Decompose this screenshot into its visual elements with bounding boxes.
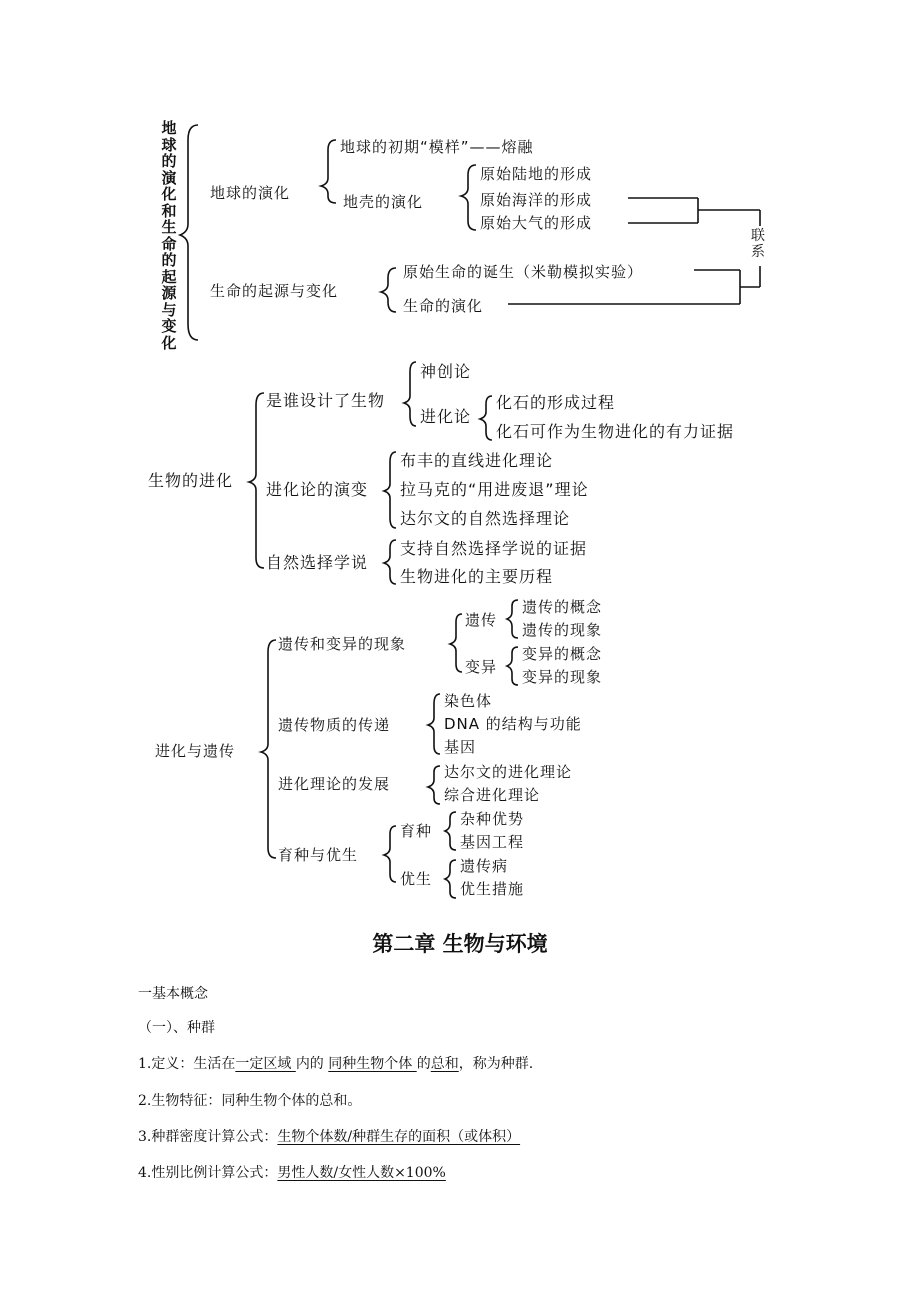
node-phenomena: 遗传和变异的现象	[278, 635, 407, 653]
node-ocean: 原始海洋的形成	[480, 191, 593, 209]
node-genetic-eng: 基因工程	[460, 833, 525, 851]
sex-ratio-formula: 男性人数/女性人数×100%	[277, 1165, 446, 1181]
brace-natural-selection	[384, 540, 396, 584]
brace-root-2	[249, 393, 264, 568]
node-theory-change: 进化论的演变	[266, 480, 369, 499]
node-heredity: 遗传	[465, 611, 498, 629]
definition-total: 总和	[430, 1056, 459, 1072]
node-hybrid: 杂种优势	[460, 810, 525, 828]
node-lamarck: 拉马克的“用进废退”理论	[400, 480, 589, 499]
definition-line	[138, 1055, 533, 1073]
brace-variation	[507, 647, 518, 685]
definition-mid: 内的	[295, 1056, 329, 1072]
diagram2-root: 生物的进化	[148, 471, 234, 490]
sex-ratio-prefix: 4.性别比例计算公式：	[138, 1165, 278, 1181]
brace-theory-change	[384, 452, 396, 528]
node-heredity-concept: 遗传的概念	[522, 598, 603, 616]
definition-sep: 的	[416, 1056, 431, 1072]
node-development: 进化理论的发展	[278, 775, 391, 793]
brace-breeding	[445, 812, 456, 850]
node-life-evolution: 生命的演化	[403, 297, 484, 315]
brace-root-1	[180, 125, 198, 340]
node-variation-concept: 变异的概念	[522, 645, 603, 663]
node-creation: 神创论	[420, 362, 472, 381]
definition-prefix: 1.定义：生活在	[138, 1056, 236, 1072]
brace-material	[428, 694, 440, 754]
chapter-title: 第二章 生物与环境	[372, 932, 548, 956]
node-genetic-disease: 遗传病	[460, 857, 509, 875]
definition-area: 一定区域	[235, 1056, 296, 1072]
brace-phenomena	[450, 614, 462, 672]
feature-line: 2.生物特征：同种生物个体的总和。	[138, 1093, 362, 1109]
node-darwin: 达尔文的自然选择理论	[400, 509, 571, 528]
node-breeding-eugenics: 育种与优生	[278, 846, 359, 864]
node-buffon: 布丰的直线进化理论	[400, 451, 554, 470]
node-land: 原始陆地的形成	[480, 165, 593, 183]
diagram1-root: 地球的演化和生命的起源与变化	[161, 119, 177, 352]
sex-ratio-line	[138, 1164, 446, 1182]
node-gene: 基因	[444, 738, 477, 756]
node-crust-evolution: 地壳的演化	[343, 193, 424, 211]
node-birth: 原始生命的诞生（米勒模拟实验）	[403, 263, 644, 281]
section-population: （一）、种群	[138, 1020, 215, 1036]
node-dna: DNA 的结构与功能	[444, 715, 582, 733]
node-natural-selection: 自然选择学说	[266, 553, 369, 572]
brace-crust-evolution	[461, 165, 476, 230]
node-material: 遗传物质的传递	[278, 716, 391, 734]
brace-breeding-eugenics	[384, 826, 396, 882]
brace-earth-evolution	[321, 140, 336, 203]
definition-suffix: ，称为种群.	[458, 1056, 534, 1072]
node-eugenic-measures: 优生措施	[460, 880, 525, 898]
node-connection: 联系	[751, 228, 765, 260]
node-breeding: 育种	[400, 822, 433, 840]
brace-life-origin	[381, 268, 396, 312]
node-earth-evolution: 地球的演化	[210, 184, 291, 202]
density-formula: 生物个体数/种群生存的面积（或体积）	[277, 1129, 521, 1145]
node-fossil-evidence: 化石可作为生物进化的有力证据	[496, 422, 735, 441]
node-atmosphere: 原始大气的形成	[480, 214, 593, 232]
density-line	[138, 1128, 520, 1146]
node-support: 支持自然选择学说的证据	[400, 539, 588, 558]
brace-designer	[404, 362, 416, 426]
brace-heredity	[507, 600, 518, 638]
node-darwin-evo: 达尔文的进化理论	[444, 763, 573, 781]
node-chromosome: 染色体	[444, 692, 493, 710]
density-prefix: 3.种群密度计算公式：	[138, 1129, 278, 1145]
node-main-history: 生物进化的主要历程	[400, 567, 554, 586]
node-synthetic: 综合进化理论	[444, 786, 541, 804]
node-eugenics: 优生	[400, 870, 433, 888]
brace-eugenics	[445, 860, 456, 898]
node-early-earth: 地球的初期“模样”——熔融	[340, 138, 534, 156]
node-designer: 是谁设计了生物	[266, 391, 386, 410]
brace-root-3	[261, 640, 276, 858]
node-fossil-process: 化石的形成过程	[496, 393, 616, 412]
brace-evolution-theory	[480, 396, 492, 440]
definition-individuals: 同种生物个体	[328, 1056, 417, 1072]
node-variation: 变异	[465, 658, 498, 676]
node-life-origin: 生命的起源与变化	[210, 282, 339, 300]
diagram3-root: 进化与遗传	[155, 742, 236, 760]
node-variation-phenomenon: 变异的现象	[522, 668, 603, 686]
node-evolution-theory: 进化论	[420, 407, 472, 426]
brace-development	[428, 766, 440, 804]
section-basic-concepts: 一基本概念	[138, 986, 208, 1002]
node-heredity-phenomenon: 遗传的现象	[522, 621, 603, 639]
